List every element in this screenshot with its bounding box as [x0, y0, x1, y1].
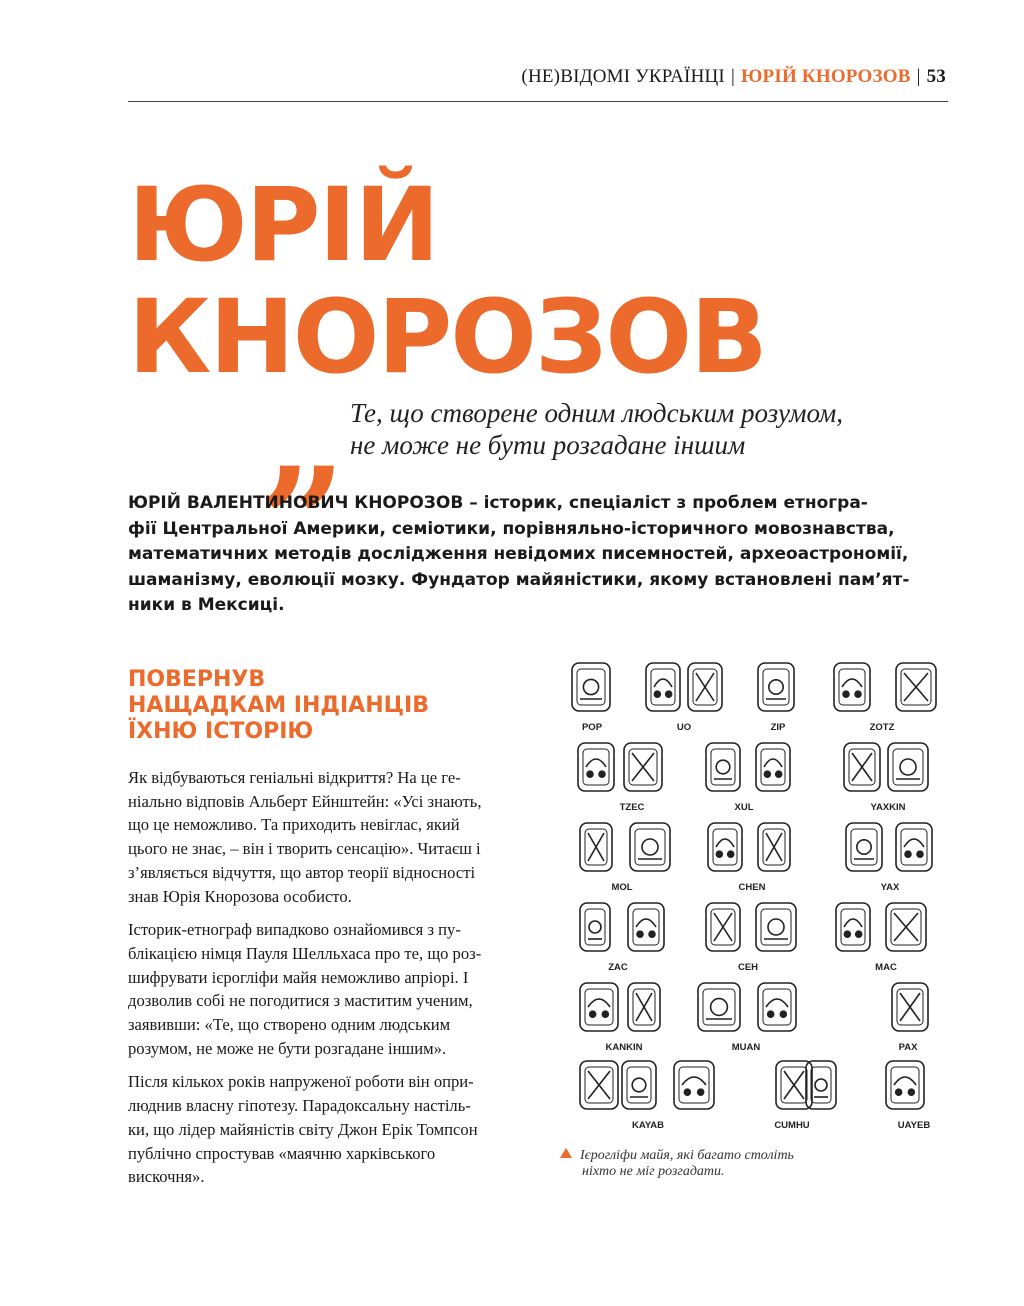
header-separator: |	[730, 66, 735, 87]
body-line: Після кількох років напруженої роботи він опри-	[128, 1072, 474, 1092]
glyph-label: ZOTZ	[869, 722, 895, 733]
quote-line: Те, що створене одним людським розумом,	[350, 398, 843, 428]
caption-line: Ієрогліфи майя, які багато століть	[580, 1148, 794, 1163]
body-line: дозволив собі не погодитися з маститим ученим,	[128, 991, 473, 1011]
glyph-label: CUMHU	[774, 1120, 810, 1131]
maya-glyph	[708, 823, 742, 871]
maya-glyph	[756, 743, 790, 791]
quote-mark-icon: „	[262, 349, 349, 525]
maya-glyph	[758, 983, 796, 1031]
glyph-label: CEH	[737, 962, 759, 973]
quote-line: не може не бути розгадане іншим	[350, 430, 746, 460]
maya-glyph	[758, 663, 794, 711]
maya-glyph	[896, 823, 932, 871]
article-body	[128, 766, 538, 1199]
maya-glyph	[846, 823, 882, 871]
maya-glyph	[706, 903, 740, 951]
maya-glyph	[580, 903, 610, 951]
glyph-label: TZEC	[619, 802, 645, 813]
paragraph	[128, 1070, 538, 1189]
glyph-label: MAC	[875, 962, 897, 973]
body-line: вискочня».	[128, 1167, 205, 1187]
maya-glyph	[756, 903, 796, 951]
body-line: Як відбуваються геніальні відкриття? На це ге-	[128, 768, 461, 787]
maya-glyph	[844, 743, 880, 791]
body-line: ки, що лідер майяністів світу Джон Ерік Томпсон	[128, 1119, 478, 1139]
glyph-label: CHEN	[738, 882, 766, 893]
intro-line: шаманізму, еволюції мозку. Фундатор майяністики, якому встановлені пам’ят-	[128, 569, 910, 590]
body-line: з’являється відчуття, що автор теорії відносності	[128, 862, 476, 882]
body-line: ніально відповів Альберт Ейнштейн: «Усі знають,	[128, 791, 482, 811]
maya-glyphs-figure	[566, 655, 946, 1145]
glyph-label: KAYAB	[631, 1120, 665, 1131]
intro-line: ЮРІЙ ВАЛЕНТИНОВИЧ КНОРОЗОВ – історик, спеціаліст з проблем етногра-	[128, 493, 868, 513]
intro-line: математичних методів дослідження невідомих писемностей, археоастрономії,	[128, 544, 909, 564]
header-name: ЮРІЙ КНОРОЗОВ	[740, 66, 911, 87]
maya-glyph	[580, 1061, 618, 1109]
running-header	[521, 66, 946, 88]
intro-line: фії Центральної Америки, семіотики, порівняльно-історичного мовознавства,	[128, 518, 895, 539]
body-line: шифрувати ієрогліфи майя неможливо апріорі. І	[128, 967, 469, 987]
title-line: ЮРІЙ	[128, 166, 438, 285]
maya-glyph	[578, 743, 614, 791]
glyph-label: ZIP	[770, 722, 786, 733]
maya-glyph	[580, 823, 612, 871]
glyph-label: MUAN	[731, 1042, 761, 1053]
maya-glyph	[674, 1061, 714, 1109]
intro-line: ники в Мексиці.	[128, 595, 285, 615]
maya-glyph	[892, 983, 928, 1031]
body-line: Історик-етнограф випадково ознайомився з пу-	[128, 920, 461, 940]
maya-glyph	[836, 903, 870, 951]
maya-glyph	[622, 1061, 656, 1109]
maya-glyph	[886, 903, 926, 951]
header-separator: |	[916, 66, 921, 87]
page-title	[128, 166, 766, 397]
glyph-label: MOL	[611, 882, 633, 893]
figure-caption	[560, 1148, 794, 1180]
maya-glyph	[646, 663, 680, 711]
glyph-label: YAX	[880, 882, 900, 893]
header-section: (НЕ)ВІДОМІ УКРАЇНЦІ	[521, 66, 725, 87]
triangle-marker-icon	[560, 1148, 572, 1158]
maya-glyph	[888, 743, 928, 791]
glyph-label: UAYEB	[897, 1120, 931, 1131]
glyph-label: XUL	[734, 802, 754, 813]
glyph-label: KANKIN	[605, 1042, 643, 1053]
glyph-label: POP	[581, 722, 603, 733]
body-line: публічно спростував «маячню харківського	[128, 1143, 436, 1163]
header-rule	[128, 101, 948, 102]
maya-glyph	[834, 663, 870, 711]
page-number: 53	[926, 66, 946, 87]
maya-glyph	[806, 1061, 836, 1109]
section-heading	[128, 667, 429, 745]
maya-glyph	[706, 743, 740, 791]
maya-glyph	[886, 1061, 924, 1109]
maya-glyph	[688, 663, 722, 711]
body-line: заявивши: «Те, що створено одним людським	[128, 1015, 451, 1035]
maya-glyph	[628, 983, 660, 1031]
maya-glyph	[580, 983, 618, 1031]
pull-quote	[350, 397, 843, 461]
section-heading-line: ЇХНЮ ІСТОРІЮ	[128, 719, 314, 744]
intro-paragraph	[128, 491, 948, 619]
glyph-label: ZAC	[608, 962, 628, 973]
body-line: цього не знає, – він і творить сенсацію». Читаєш і	[128, 839, 481, 859]
maya-glyph	[572, 663, 610, 711]
body-line: розумом, не може не бути розгадане іншим».	[128, 1038, 447, 1058]
body-line: що це неможливо. Та приходить невіглас, який	[128, 815, 460, 835]
section-heading-line: НАЩАДКАМ ІНДІАНЦІВ	[128, 693, 429, 718]
maya-glyph	[624, 743, 662, 791]
maya-glyphs-illustration	[566, 655, 946, 1145]
paragraph	[128, 766, 538, 908]
body-line: блікацією німця Пауля Шелльхаса про те, що роз-	[128, 943, 482, 963]
glyph-label: YAXKIN	[870, 802, 906, 813]
maya-glyph	[698, 983, 740, 1031]
maya-glyph	[628, 903, 664, 951]
section-heading-line: ПОВЕРНУВ	[128, 667, 266, 692]
glyph-label: PAX	[898, 1042, 918, 1053]
body-line: знав Юрія Кнорозова особисто.	[128, 886, 352, 906]
paragraph	[128, 918, 538, 1060]
body-line: люднив власну гіпотезу. Парадоксальну настіль-	[128, 1096, 471, 1116]
title-line: КНОРОЗОВ	[128, 278, 766, 397]
maya-glyph	[630, 823, 670, 871]
caption-line: ніхто не міг розгадати.	[582, 1164, 725, 1179]
maya-glyph	[758, 823, 790, 871]
glyph-label: UO	[676, 722, 692, 733]
maya-glyph	[896, 663, 936, 711]
